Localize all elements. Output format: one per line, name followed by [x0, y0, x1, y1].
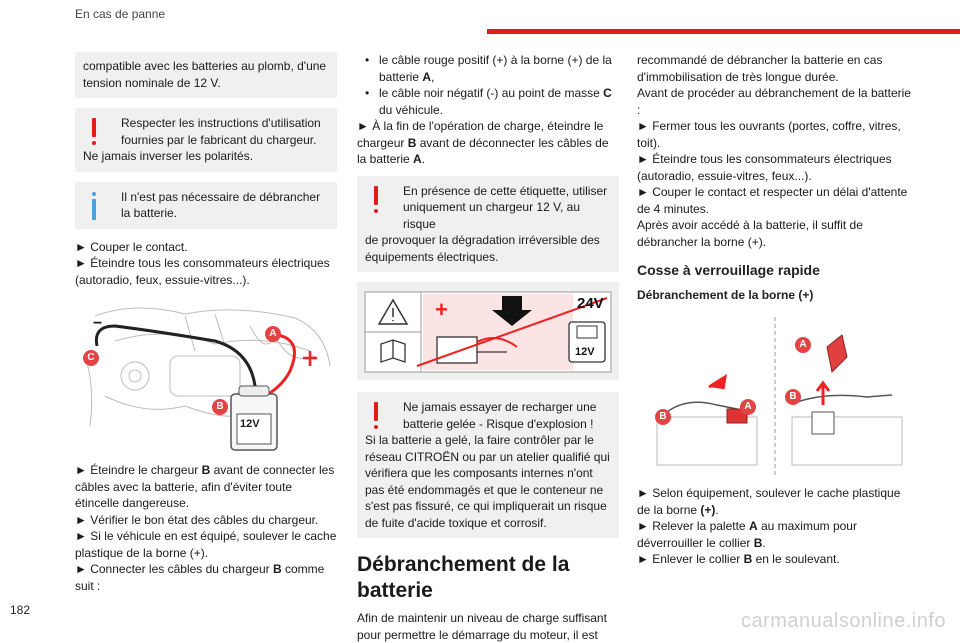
continued-note-text: compatible avec les batteries au plomb, d'une tension nominale de 12 V.: [83, 59, 327, 90]
info-text: Il n'est pas nécessaire de débrancher la batterie.: [121, 189, 321, 220]
minus-sign: −: [93, 315, 103, 332]
engine-charger-illustration: [75, 296, 337, 454]
label-voltage-12v: 12V: [575, 346, 595, 358]
step-check-cables: ► Vérifier le bon état des câbles du chargeur.: [75, 512, 319, 527]
para-before-disconnect: Avant de procéder au débranchement de la batterie :: [637, 86, 911, 117]
step-close-openings: ► Fermer tous les ouvrants (portes, coffre, vitres, toit).: [637, 119, 901, 150]
warning-exclamation-icon: [371, 186, 381, 214]
section-intro: Afin de maintenir un niveau de charge suffisant pour permettre le démarrage du moteur, il est: [357, 611, 607, 642]
charger-warning-label-illustration: [357, 282, 619, 380]
bullet-black-cable: • le câble noir négatif (-) au point de masse C du véhicule.: [357, 85, 619, 118]
warning-exclamation-icon: [89, 118, 99, 146]
charger-voltage-label: 12V: [240, 418, 260, 430]
step-ignition-off: ► Couper le contact.: [75, 239, 188, 254]
warning-box-polarity: [75, 108, 337, 172]
warning-exclamation-icon: [371, 402, 381, 430]
label-a-badge: A: [265, 326, 281, 342]
label-plus-sign: +: [435, 297, 448, 322]
continued-note-box: [75, 52, 337, 98]
label-b-left-badge: B: [655, 409, 671, 425]
warning-lead-text: Respecter les instructions d'utilisation fournies par le fabricant du chargeur.: [121, 116, 321, 147]
warning-rest-text: de provoquer la dégradation irréversible des équipements électriques.: [365, 233, 600, 264]
bullet-red-cable: • le câble rouge positif (+) à la borne (+) de la batterie A,: [357, 52, 619, 85]
step-end-charge: ► À la fin de l'opération de charge, éteindre le chargeur B avant de déconnecter les câbles de la batterie A.: [357, 119, 609, 166]
step-charger-off: ► Éteindre le chargeur B avant de connecter les câbles avec la batterie, afin d'éviter toute étincelle dangereuse.: [75, 463, 335, 510]
terminal-clamp-illustration: [637, 317, 912, 477]
subsubsection-title: Débranchement de la borne (+): [637, 287, 814, 302]
step-lift-cover: ► Si le véhicule en est équipé, soulever le cache plastique de la borne (+).: [75, 529, 337, 560]
subsection-title: Cosse à verrouillage rapide: [637, 262, 820, 278]
terminal-clamp-drawing: [637, 317, 917, 477]
column-2: [357, 52, 619, 643]
info-icon: [89, 192, 99, 220]
label-a-left-badge: A: [740, 399, 756, 415]
step-lift-cover: ► Selon équipement, soulever le cache plastique de la borne (+).: [637, 486, 901, 517]
label-voltage-24v: 24V: [577, 295, 604, 312]
page-number: 182: [10, 603, 31, 617]
para-long-immobilisation: recommandé de débrancher la batterie en cas d'immobilisation de très longue durée.: [637, 53, 883, 84]
step-consumers-off: ► Éteindre tous les consommateurs électriques (autoradio, essuie-vitres, feux...).: [637, 152, 892, 183]
warning-lead-text: En présence de cette étiquette, utiliser uniquement un chargeur 12 V, au risque: [403, 183, 608, 231]
label-a-right-badge: A: [795, 337, 811, 353]
warning-box-frozen-battery: [357, 392, 619, 538]
warning-rest-text: Si la batterie a gelé, la faire contrôler par le réseau CITROËN ou par un atelier qualifié qui vérifiera que les composants internes n'ont pas été endommagés et que le conteneur ne s'est pas fissuré, ce qui impliquerait un risque de fuite d'acide toxique et corrosif.: [365, 433, 610, 530]
page-header-bar: [487, 29, 960, 34]
warning-lead-text: Ne jamais essayer de recharger une batterie gelée - Risque d'explosion !: [403, 400, 597, 431]
watermark: carmanualsonline.info: [740, 610, 946, 632]
step-raise-lever: ► Relever la palette A au maximum pour déverrouiller le collier B.: [637, 519, 857, 550]
step-consumers-off: ► Éteindre tous les consommateurs électriques (autoradio, feux, essuie-vitres...).: [75, 256, 330, 287]
warning-rest-text: Ne jamais inverser les polarités.: [83, 149, 254, 163]
engine-bay-drawing: [75, 296, 337, 454]
info-box-no-disconnect: [75, 182, 337, 229]
para-disconnect-plus: Après avoir accédé à la batterie, il suffit de débrancher la borne (+).: [637, 218, 863, 249]
step-wait: ► Couper le contact et respecter un délai d'attente de 4 minutes.: [637, 185, 908, 216]
step-connect-cables: ► Connecter les câbles du chargeur B comme suit :: [75, 562, 325, 593]
label-b-right-badge: B: [785, 389, 801, 405]
label-c-badge: C: [83, 350, 99, 366]
section-title: Débranchement de la batterie: [357, 553, 570, 602]
warning-box-12v-charger: [357, 176, 619, 273]
column-3: [637, 52, 912, 568]
cable-bullet-list: [357, 52, 619, 118]
step-remove-collar: ► Enlever le collier B en le soulevant.: [637, 552, 840, 566]
page-header-title: En cas de panne: [75, 7, 166, 21]
column-1: [75, 52, 337, 594]
label-b-badge: B: [212, 399, 228, 415]
